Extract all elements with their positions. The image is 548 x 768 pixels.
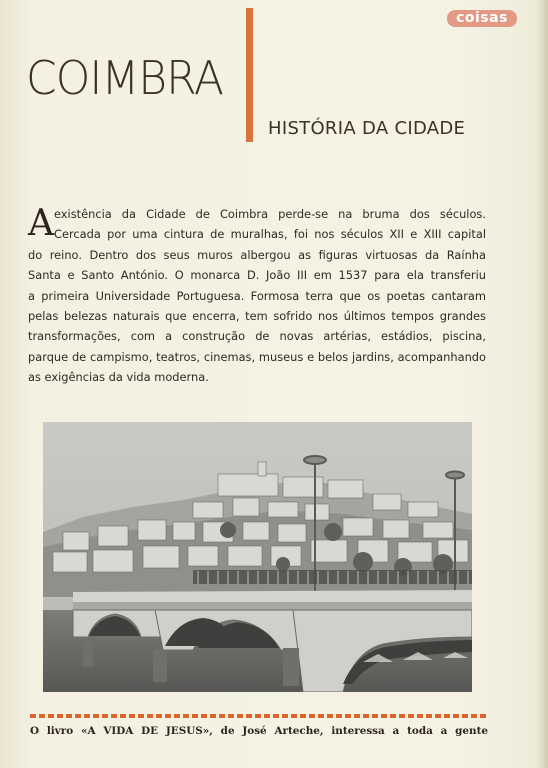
- article-line: existência da Cidade de Coimbra perde-se na bruma dos séculos.: [54, 207, 486, 221]
- article-line: a primeira Universidade Portuguesa. Formosa terra que os poetas cantaram: [28, 288, 486, 303]
- drop-cap: A: [28, 203, 54, 244]
- article-line: Cercada por uma cintura de muralhas, foi nos séculos XII e XIII capital: [54, 227, 486, 242]
- article-line: Santa e Santo António. O monarca D. João III em 1537 para ela transferiu: [28, 268, 486, 283]
- footer-divider: [30, 714, 486, 718]
- article-line: as exigências da vida moderna.: [28, 370, 209, 385]
- article-line: do reino. Dentro dos seus muros albergou as figuras virtuosas da Raínha: [28, 247, 486, 262]
- article-line: pelas belezas naturais que encerra, tem sofrido nos últimos tempos grandes: [28, 309, 486, 324]
- coimbra-bridge-photo: [43, 422, 472, 692]
- page-edge-shadow: [536, 0, 548, 768]
- photo-illustration: [43, 422, 472, 692]
- page-subtitle: HISTÓRIA DA CIDADE: [268, 118, 466, 139]
- title-divider: [246, 8, 253, 142]
- section-badge: coisas: [447, 10, 517, 27]
- footer-ad-text: O livro «A VIDA DE JESUS», de José Arteche, interessa a toda a gente: [30, 725, 488, 737]
- article-body: [28, 204, 486, 388]
- page-title: COIMBRA: [26, 52, 223, 106]
- article-line: parque de campismo, teatros, cinemas, museus e belos jardins, acompanhando: [28, 349, 486, 364]
- article-line: transformações, com a construção de novas artérias, estádios, piscina,: [28, 329, 486, 344]
